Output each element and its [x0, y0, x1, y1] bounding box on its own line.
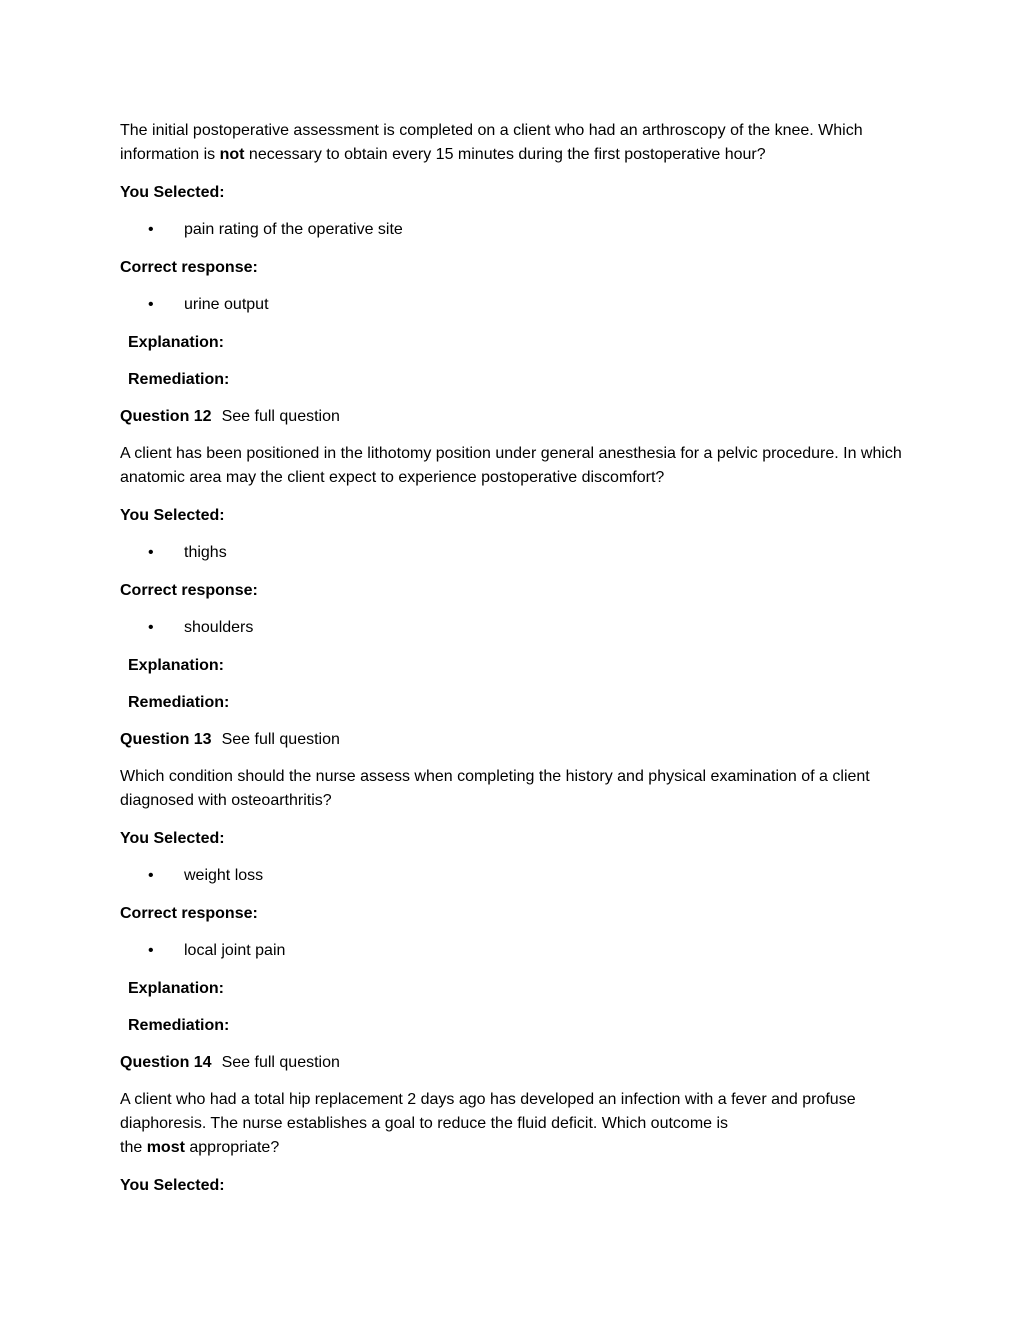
bullet-icon: • — [148, 296, 154, 313]
remediation-label: Remediation: — [128, 694, 230, 711]
answer-text: weight loss — [184, 867, 264, 884]
remediation-label: Remediation: — [128, 371, 230, 388]
correct-answer — [120, 293, 910, 317]
stem-text: A client who had a total hip replacement 2 days ago has developed an infection with a fever and profuse diaphoresis. The nurse establishes a goal to reduce the fluid deficit. Which outcome is — [120, 1091, 856, 1132]
see-full-question-link[interactable]: See full question — [221, 408, 340, 425]
bullet-icon: • — [148, 867, 154, 884]
you-selected-label: You Selected: — [120, 184, 225, 201]
answer-text: pain rating of the operative site — [184, 221, 403, 238]
stem-text: necessary to obtain every 15 minutes during the first postoperative hour? — [244, 146, 766, 163]
bullet-icon: • — [148, 221, 154, 238]
question-12-header — [120, 405, 910, 429]
selected-answer — [120, 218, 910, 242]
correct-response-label: Correct response: — [120, 259, 258, 276]
correct-response-label: Correct response: — [120, 905, 258, 922]
question-13-stem: Which condition should the nurse assess when completing the history and physical examination of a client diagnosed with osteoarthritis? — [120, 768, 870, 809]
stem-emphasis: most — [146, 1139, 185, 1156]
bullet-icon: • — [148, 619, 154, 636]
question-title: Question 13 — [120, 731, 212, 748]
answer-text: shoulders — [184, 619, 254, 636]
stem-text: the — [120, 1139, 147, 1156]
document-page — [120, 119, 910, 1211]
explanation-label: Explanation: — [128, 980, 225, 997]
correct-response-label: Correct response: — [120, 582, 258, 599]
bullet-icon: • — [148, 942, 154, 959]
question-14-header — [120, 1051, 910, 1075]
stem-text: appropriate? — [184, 1139, 280, 1156]
remediation-label: Remediation: — [128, 1017, 230, 1034]
selected-answer — [120, 541, 910, 565]
you-selected-label: You Selected: — [120, 1177, 225, 1194]
explanation-label: Explanation: — [128, 657, 225, 674]
see-full-question-link[interactable]: See full question — [221, 731, 340, 748]
question-11-stem — [120, 119, 910, 167]
stem-emphasis: not — [219, 146, 245, 163]
explanation-label: Explanation: — [128, 334, 225, 351]
stem-text: The initial postoperative assessment is completed on a client who had an arthroscopy of the knee. Which information is — [120, 122, 863, 163]
see-full-question-link[interactable]: See full question — [221, 1054, 340, 1071]
correct-answer — [120, 616, 910, 640]
correct-answer — [120, 939, 910, 963]
answer-text: local joint pain — [184, 942, 286, 959]
question-title: Question 14 — [120, 1054, 212, 1071]
you-selected-label: You Selected: — [120, 507, 225, 524]
selected-answer — [120, 864, 910, 888]
question-14-stem — [120, 1088, 910, 1160]
question-title: Question 12 — [120, 408, 212, 425]
bullet-icon: • — [148, 544, 154, 561]
answer-text: urine output — [184, 296, 269, 313]
you-selected-label: You Selected: — [120, 830, 225, 847]
answer-text: thighs — [184, 544, 227, 561]
question-12-stem: A client has been positioned in the lithotomy position under general anesthesia for a pelvic procedure. In which anatomic area may the client expect to experience postoperative discomfort? — [120, 445, 902, 486]
question-13-header — [120, 728, 910, 752]
